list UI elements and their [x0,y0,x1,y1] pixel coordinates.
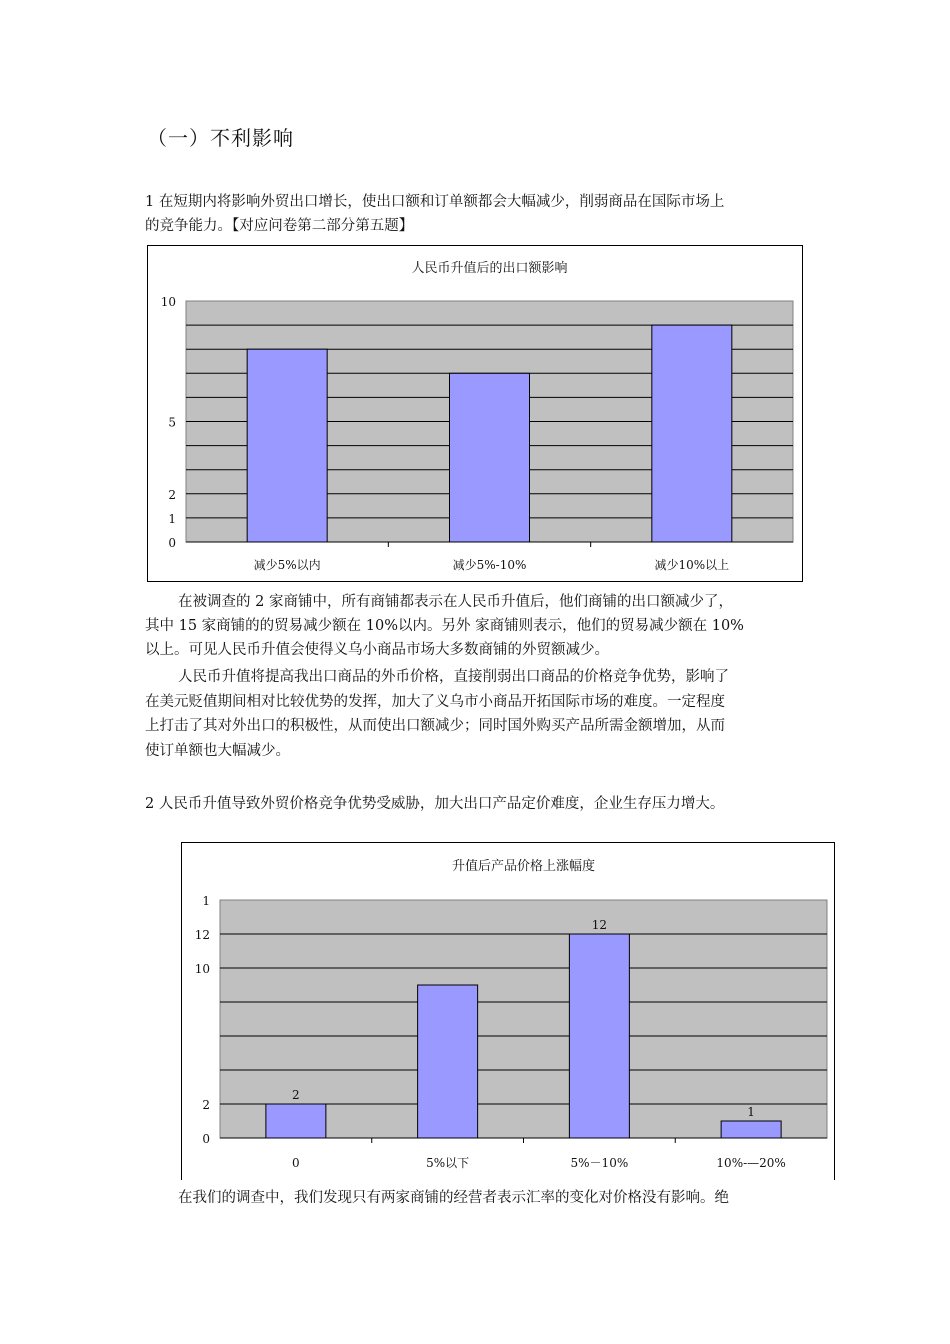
point-2: 2 人民币升值导致外贸价格竞争优势受威胁，加大出口产品定价难度，企业生存压力增大。 [145,796,725,812]
chart1-y-tick-label: 1 [168,511,176,526]
chart1-y-tick-label: 0 [168,536,176,550]
chart1-bar [247,349,327,542]
chart1-y-tick-label: 5 [168,415,176,430]
chart2-category-label: 5%－10% [570,1156,629,1170]
para-rmb-line-3: 上打击了其对外出口的积极性，从而使出口额减少；同时国外购买产品所需金额增加，从而 [145,718,725,734]
chart2-plot-area [220,900,827,1138]
chart2-y-tick-label: 2 [202,1098,210,1112]
chart-price-increase-svg [182,843,834,1180]
para-rmb-line-2: 在美元贬值期间相对比较优势的发挥，加大了义乌市小商品开拓国际市场的难度。一定程度 [145,694,725,710]
chart2-y-tick-label: 0 [202,1132,210,1146]
para-rmb-line-1: 人民币升值将提高我出口商品的外币价格，直接削弱出口商品的价格竞争优势，影响了 [178,669,729,685]
chart2-title: 升值后产品价格上涨幅度 [451,859,596,874]
chart2-data-label: 2 [292,1088,300,1102]
para-survey-line-2: 其中 15 家商铺的的贸易减少额在 10%以内。另外 家商铺则表示，他们的贸易减少额在 10% [145,618,744,634]
chart-export-impact [147,245,803,582]
chart2-category-label: 5%以下 [426,1156,470,1170]
para-last: 在我们的调查中，我们发现只有两家商铺的经营者表示汇率的变化对价格没有影响。绝 [178,1190,729,1206]
chart1-bar [652,325,732,542]
para-survey-line-3: 以上。可见人民币升值会使得义乌小商品市场大多数商铺的外贸额减少。 [145,642,609,658]
chart2-bar [569,934,629,1138]
chart1-y-tick-label: 2 [168,487,176,502]
chart2-bar [266,1104,326,1138]
chart1-title: 人民币升值后的出口额影响 [411,261,568,276]
chart2-bar [418,985,478,1138]
chart-export-impact-svg [148,246,802,581]
chart1-category-label: 减少10%以上 [654,558,730,572]
chart2-bar [721,1121,781,1138]
point-1-line-2: 的竞争能力。【对应问卷第二部分第五题】 [145,218,414,234]
section-heading: （一）不利影响 [147,126,294,150]
chart1-bar [450,373,530,542]
chart1-category-label: 减少5%以内 [253,558,321,572]
chart-price-increase [181,842,835,1180]
chart2-data-label: 12 [591,918,608,932]
chart1-category-label: 减少5%-10% [452,558,527,572]
chart2-y-tick-label: 1 [202,894,210,908]
chart1-y-tick-label: 10 [160,295,176,309]
point-1-line-1: 1 在短期内将影响外贸出口增长，使出口额和订单额都会大幅减少，削弱商品在国际市场上 [145,194,725,210]
chart2-data-label: 1 [747,1105,755,1119]
para-rmb-line-4: 使订单额也大幅减少。 [145,743,290,759]
chart2-category-label: 10%-—20% [716,1156,786,1170]
chart2-y-tick-label: 12 [194,928,210,942]
chart2-y-tick-label: 10 [194,962,210,976]
chart2-category-label: 0 [292,1156,300,1170]
para-survey-line-1: 在被调查的 2 家商铺中，所有商铺都表示在人民币升值后，他们商铺的出口额减少了， [178,594,733,610]
